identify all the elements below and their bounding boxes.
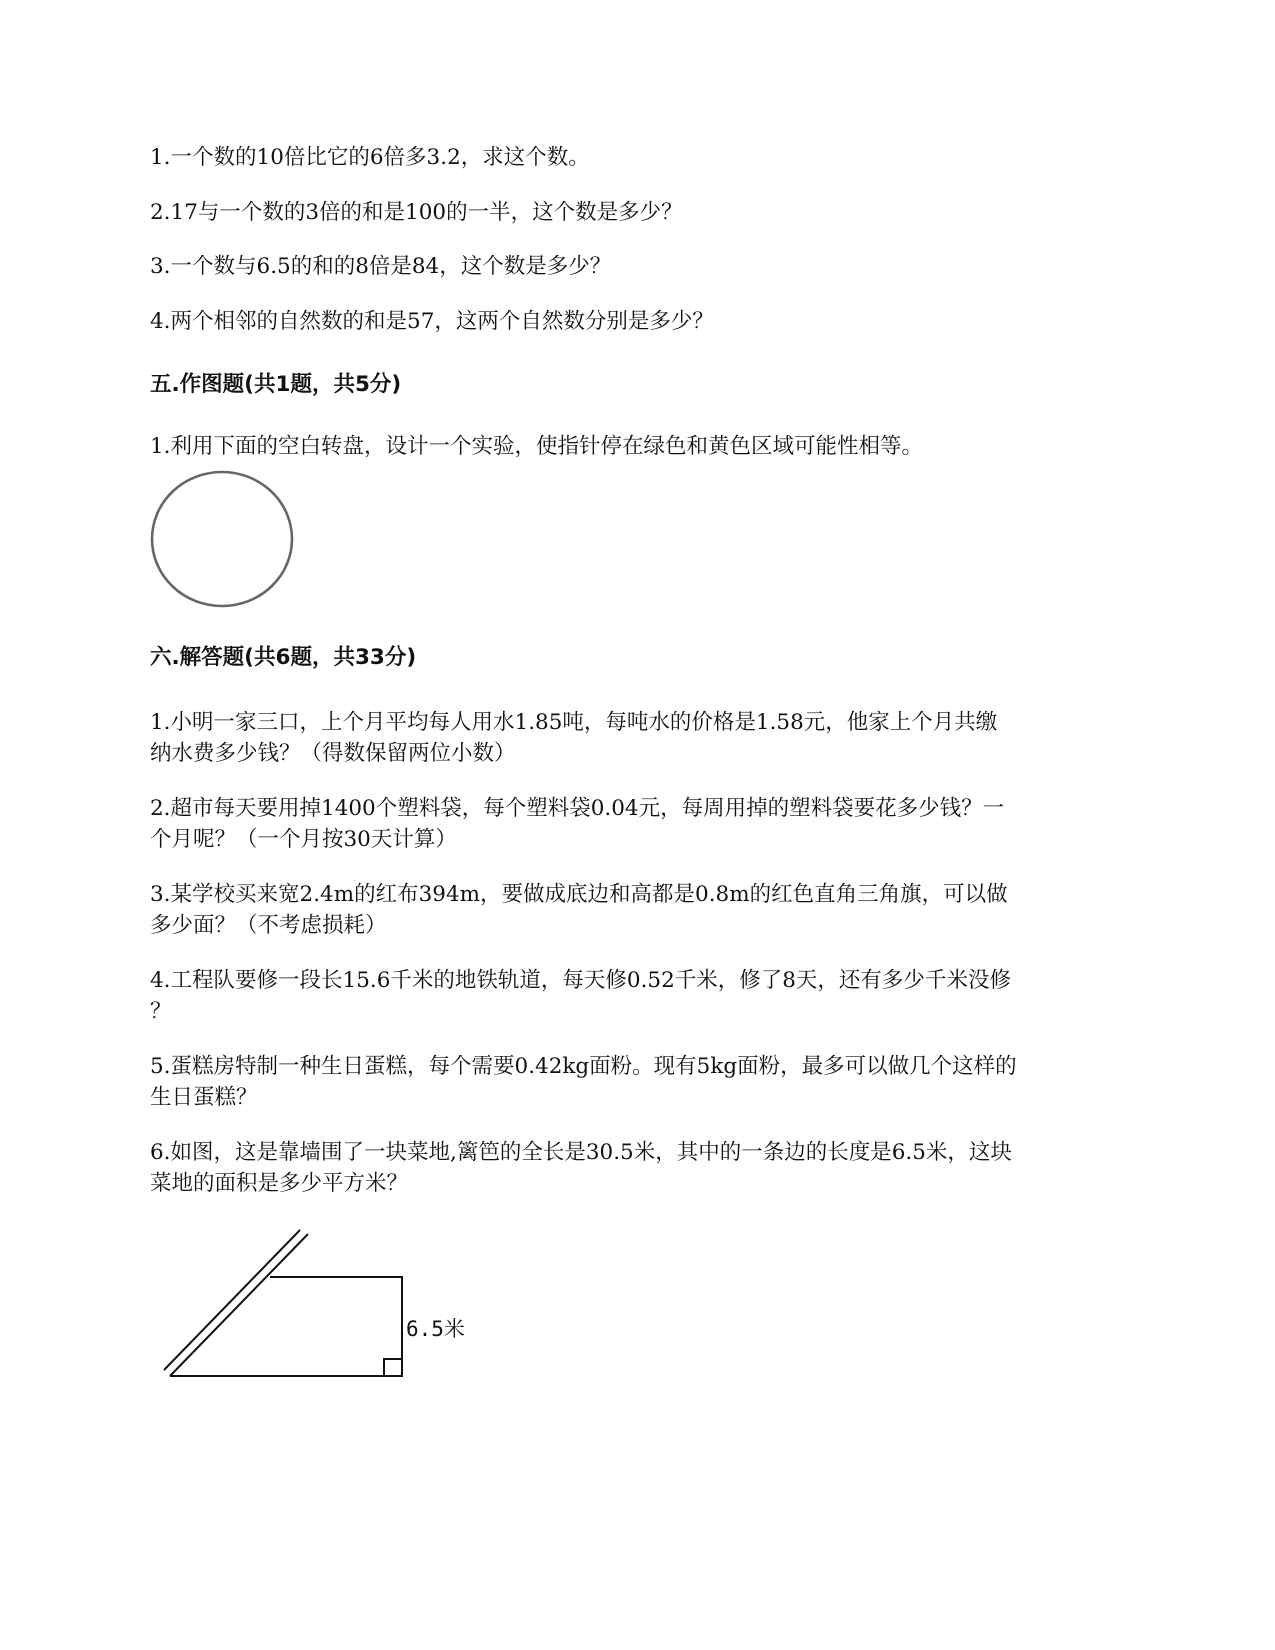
question-4-2: 2.17与一个数的3倍的和是100的一半，这个数是多少？: [150, 200, 683, 225]
wall-line-inner: [164, 1230, 300, 1370]
side-length-label: 6.5米: [406, 1317, 465, 1341]
blank-spinner-circle: [148, 470, 296, 610]
question-4-4: 4.两个相邻的自然数的和是57，这两个自然数分别是多少？: [150, 309, 714, 334]
question-6-2-line1: 2.超市每天要用掉1400个塑料袋，每个塑料袋0.04元，每周用掉的塑料袋要花多少钱？一: [150, 796, 1005, 821]
question-6-1-line2: 纳水费多少钱？（得数保留两位小数）: [150, 741, 516, 766]
garden-trapezoid-figure: [150, 1220, 480, 1390]
question-6-5-line1: 5.蛋糕房特制一种生日蛋糕，每个需要0.42kg面粉。现有5kg面粉，最多可以做几个这样的: [150, 1054, 1017, 1079]
right-angle-mark: [384, 1359, 402, 1376]
question-6-2-line2: 个月呢？（一个月按30天计算）: [150, 827, 457, 852]
question-6-1-line1: 1.小明一家三口，上个月平均每人用水1.85吨，每吨水的价格是1.58元，他家上个月共缴: [150, 710, 998, 735]
question-4-3: 3.一个数与6.5的和的8倍是84，这个数是多少？: [150, 254, 612, 279]
question-6-6-line1: 6.如图，这是靠墙围了一块菜地,篱笆的全长是30.5米，其中的一条边的长度是6.5米，这块: [150, 1140, 1012, 1165]
question-6-3-line1: 3.某学校买来宽2.4m的红布394m，要做成底边和高都是0.8m的红色直角三角旗，可以做: [150, 882, 1008, 907]
fence-outline: [170, 1277, 402, 1376]
question-6-6-line2: 菜地的面积是多少平方米？: [150, 1171, 409, 1196]
question-6-3-line2: 多少面？（不考虑损耗）: [150, 913, 387, 938]
question-5-1: 1.利用下面的空白转盘，设计一个实验，使指针停在绿色和黄色区域可能性相等。: [150, 434, 924, 459]
question-4-1: 1.一个数的10倍比它的6倍多3.2，求这个数。: [150, 145, 590, 170]
question-6-4-line1: 4.工程队要修一段长15.6千米的地铁轨道，每天修0.52千米，修了8天，还有多少千米没修: [150, 968, 1011, 993]
wall-line-outer: [170, 1234, 308, 1376]
section-5-heading: 五.作图题(共1题，共5分): [150, 372, 402, 397]
section-6-heading: 六.解答题(共6题，共33分): [150, 645, 417, 670]
question-6-4-line2: ？: [150, 999, 172, 1024]
question-6-5-line2: 生日蛋糕？: [150, 1085, 258, 1110]
